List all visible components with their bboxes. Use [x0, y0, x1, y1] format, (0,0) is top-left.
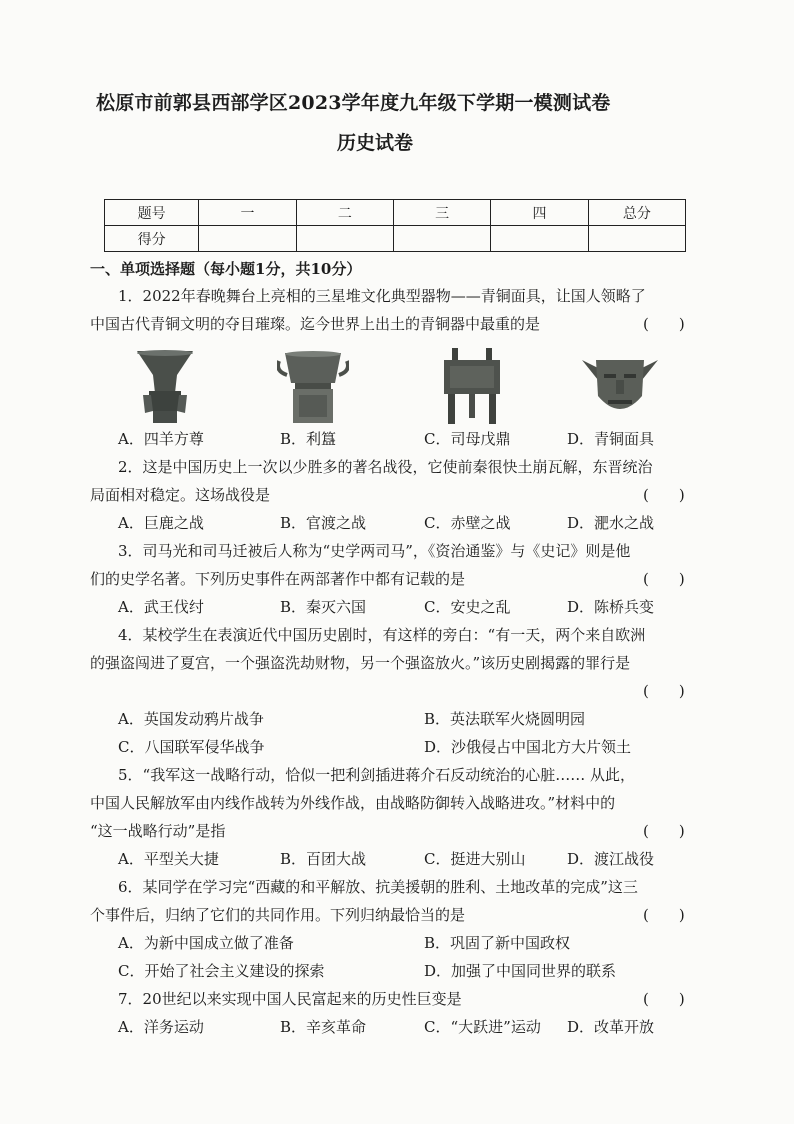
answer-blank[interactable]: ( ): [643, 990, 685, 1008]
question-5-text: 5．“我军这一战略行动，恰似一把利剑插进蒋介石反动统治的心脏…… 从此，: [118, 766, 635, 784]
score-table-score-row: [105, 226, 686, 252]
question-6-text: 个事件后，归纳了它们的共同作用。下列归纳最恰当的是: [90, 906, 466, 924]
question-5-option-a[interactable]: A．平型关大捷: [118, 850, 219, 868]
question-2-option-d[interactable]: D．淝水之战: [567, 514, 655, 532]
score-input-cell[interactable]: [394, 226, 491, 252]
bronze-ding-cauldron-image: [440, 346, 504, 430]
answer-blank[interactable]: ( ): [643, 682, 685, 700]
question-5-option-b[interactable]: B．百团大战: [280, 850, 367, 868]
answer-blank[interactable]: ( ): [643, 822, 685, 840]
answer-blank[interactable]: ( ): [643, 486, 685, 504]
question-3-text: 3．司马光和司马迁被后人称为“史学两司马”，《资治通鉴》与《史记》则是他: [118, 542, 631, 560]
exam-subtitle: [0, 128, 794, 155]
score-table: [104, 199, 686, 252]
question-1-option-d[interactable]: D．青铜面具: [567, 430, 655, 448]
question-6-text: 6．某同学在学习完“西藏的和平解放、抗美援朝的胜利、土地改革的完成”这三: [118, 878, 638, 896]
question-1-option-c[interactable]: C．司母戊鼎: [424, 430, 511, 448]
question-5-text: 中国人民解放军由内线作战转为外线作战，由战略防御转入战略进攻。”材料中的: [90, 794, 616, 812]
score-cell: 三: [394, 200, 491, 226]
question-3-option-d[interactable]: D．陈桥兵变: [567, 598, 655, 616]
question-6-option-a[interactable]: A．为新中国成立做了准备: [118, 934, 294, 952]
question-3-option-a[interactable]: A．武王伐纣: [118, 598, 204, 616]
question-3-option-c[interactable]: C．安史之乱: [424, 598, 511, 616]
question-5-option-d[interactable]: D．渡江战役: [567, 850, 655, 868]
question-3-text: 们的史学名著。下列历史事件在两部著作中都有记载的是: [90, 570, 466, 588]
score-cell: 得分: [105, 226, 199, 252]
score-table-header-row: [105, 200, 686, 226]
score-input-cell[interactable]: [491, 226, 588, 252]
question-1-text: 1．2022年春晚舞台上亮相的三星堆文化典型器物——青铜面具，让国人领略了: [118, 287, 646, 305]
score-input-cell[interactable]: [199, 226, 296, 252]
question-6-option-d[interactable]: D．加强了中国同世界的联系: [424, 962, 617, 980]
question-4-option-a[interactable]: A．英国发动鸦片战争: [118, 710, 264, 728]
question-5-text: “这一战略行动”是指: [90, 822, 226, 840]
score-cell: 题号: [105, 200, 199, 226]
score-cell: 四: [491, 200, 588, 226]
answer-blank[interactable]: ( ): [643, 906, 685, 924]
score-cell: 一: [199, 200, 296, 226]
bronze-gui-vessel-image: [277, 347, 349, 429]
score-input-cell[interactable]: [588, 226, 685, 252]
section-heading: 一、单项选择题（每小题1分，共10分）: [90, 260, 362, 278]
question-4-text: 4．某校学生在表演近代中国历史剧时，有这样的旁白：“有一天，两个来自欧洲: [118, 626, 646, 644]
question-2-text: 2．这是中国历史上一次以少胜多的著名战役，它使前秦很快土崩瓦解，东晋统治: [118, 458, 653, 476]
question-3-option-b[interactable]: B．秦灭六国: [280, 598, 367, 616]
question-2-option-a[interactable]: A．巨鹿之战: [118, 514, 204, 532]
exam-title: 松原市前郭县西部学区2023学年度九年级下学期一模测试卷: [96, 92, 611, 114]
answer-blank[interactable]: ( ): [643, 570, 685, 588]
question-6-option-c[interactable]: C．开始了社会主义建设的探索: [118, 962, 325, 980]
score-cell: 二: [296, 200, 393, 226]
question-1-option-a[interactable]: A．四羊方尊: [118, 430, 204, 448]
question-6-option-b[interactable]: B．巩固了新中国政权: [424, 934, 571, 952]
question-4-option-c[interactable]: C．八国联军侵华战争: [118, 738, 265, 756]
question-5-option-c[interactable]: C．挺进大别山: [424, 850, 526, 868]
question-7-option-b[interactable]: B．辛亥革命: [280, 1018, 367, 1036]
question-2-option-b[interactable]: B．官渡之战: [280, 514, 367, 532]
question-7-option-d[interactable]: D．改革开放: [567, 1018, 655, 1036]
subtitle-text: 历史试卷: [336, 132, 413, 154]
question-2-text: 局面相对稳定。这场战役是: [90, 486, 271, 504]
question-7-text: 7．20世纪以来实现中国人民富起来的历史性巨变是: [118, 990, 462, 1008]
question-4-option-b[interactable]: B．英法联军火烧圆明园: [424, 710, 586, 728]
question-7-option-c[interactable]: C．“大跃进”运动: [424, 1018, 541, 1036]
score-input-cell[interactable]: [296, 226, 393, 252]
question-4-option-d[interactable]: D．沙俄侵占中国北方大片领土: [424, 738, 632, 756]
question-1-text: 中国古代青铜文明的夺目璀璨。迄今世界上出土的青铜器中最重的是: [90, 315, 541, 333]
answer-blank[interactable]: ( ): [643, 315, 685, 333]
score-cell: 总分: [588, 200, 685, 226]
question-7-option-a[interactable]: A．洋务运动: [118, 1018, 204, 1036]
question-1-option-b[interactable]: B．利簋: [280, 430, 337, 448]
bronze-zun-vessel-image: [133, 345, 197, 429]
question-2-option-c[interactable]: C．赤壁之战: [424, 514, 511, 532]
bronze-mask-image: [580, 350, 660, 426]
question-4-text: 的强盗闯进了夏宫，一个强盗洗劫财物，另一个强盗放火。”该历史剧揭露的罪行是: [90, 654, 631, 672]
